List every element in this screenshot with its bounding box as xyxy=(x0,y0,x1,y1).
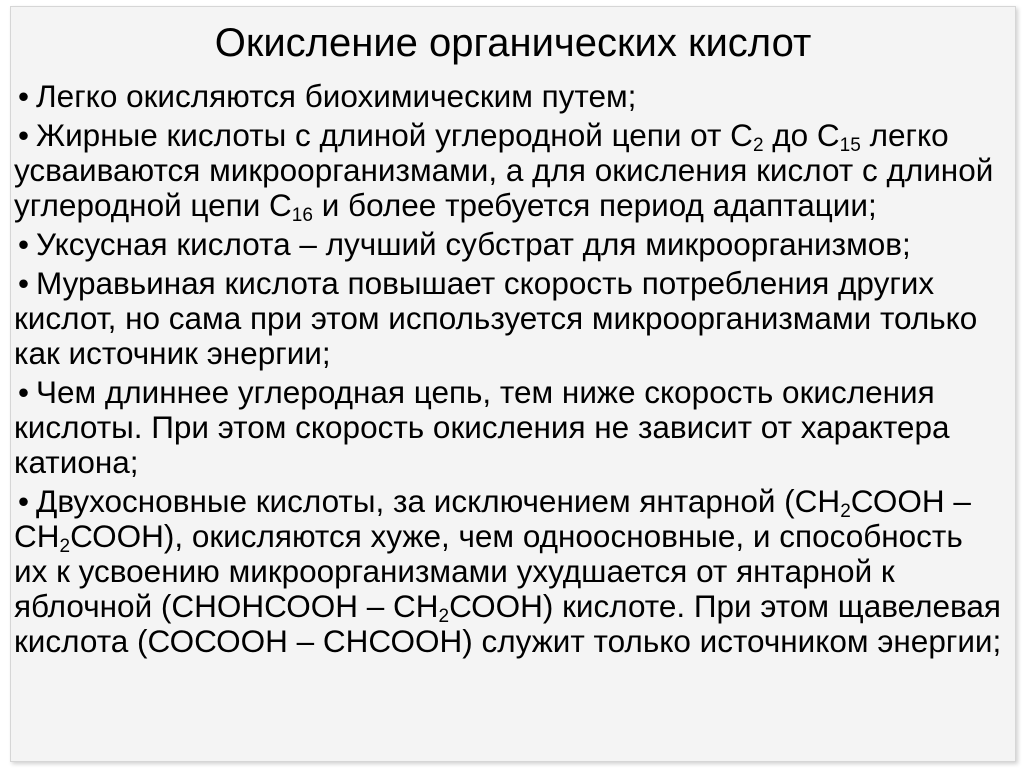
bullet-icon: • xyxy=(18,78,30,114)
bullet-item-1 xyxy=(14,79,1004,114)
bullet-icon: • xyxy=(18,117,30,153)
bullet-icon: • xyxy=(18,374,30,410)
bullet-icon: • xyxy=(18,226,30,262)
bullet-icon: • xyxy=(18,483,30,519)
bullet-text: Чем длиннее углеродная цепь, тем ниже скорость окисления кислоты. При этом скорость окисления не зависит от характера катиона; xyxy=(14,374,950,480)
bullet-item-2 xyxy=(14,117,1004,226)
subscript: 2 xyxy=(752,135,764,156)
bullet-item-3 xyxy=(14,227,1004,262)
bullet-icon: • xyxy=(18,265,30,301)
bullet-list xyxy=(14,79,1004,663)
bullet-text: легко усваиваются микроорганизмами, а для окисления кислот с длиной углеродной цепи С xyxy=(14,117,994,223)
slide xyxy=(10,6,1016,762)
bullet-item-6 xyxy=(14,484,1004,659)
bullet-text: СООН), окисляются хуже, чем одноосновные, и способность их к усвоению микроорганизмами ухудшается от янтарной к яблочной (СНОНСООН – СН xyxy=(14,518,963,624)
bullet-text: до С xyxy=(763,117,840,153)
subscript: 15 xyxy=(839,135,861,156)
bullet-text: Легко окисляются биохимическим путем; xyxy=(36,78,637,114)
bullet-item-5 xyxy=(14,375,1004,480)
bullet-item-4 xyxy=(14,266,1004,371)
subscript: 16 xyxy=(291,205,313,226)
bullet-text: Муравьиная кислота повышает скорость потребления других кислот, но сама при этом используется микроорганизмами только как источник энергии; xyxy=(14,265,978,371)
bullet-text: Жирные кислоты с длиной углеродной цепи от С xyxy=(36,117,753,153)
subscript: 2 xyxy=(59,536,71,557)
bullet-text: и более требуется период адаптации; xyxy=(312,187,877,223)
bullet-text: Уксусная кислота – лучший субстрат для микроорганизмов; xyxy=(36,226,911,262)
bullet-text: СООН – СН xyxy=(14,483,971,554)
subscript: 2 xyxy=(840,501,851,522)
bullet-text: Двухосновные кислоты, за исключением янтарной (СН xyxy=(36,483,841,519)
bullet-text: СООН) кислоте. При этом щавелевая кислота (СОСООН – СНСООН) служит только источником энергии; xyxy=(14,588,1002,659)
slide-title: Окисление органических кислот xyxy=(214,21,812,65)
subscript: 2 xyxy=(438,606,450,627)
